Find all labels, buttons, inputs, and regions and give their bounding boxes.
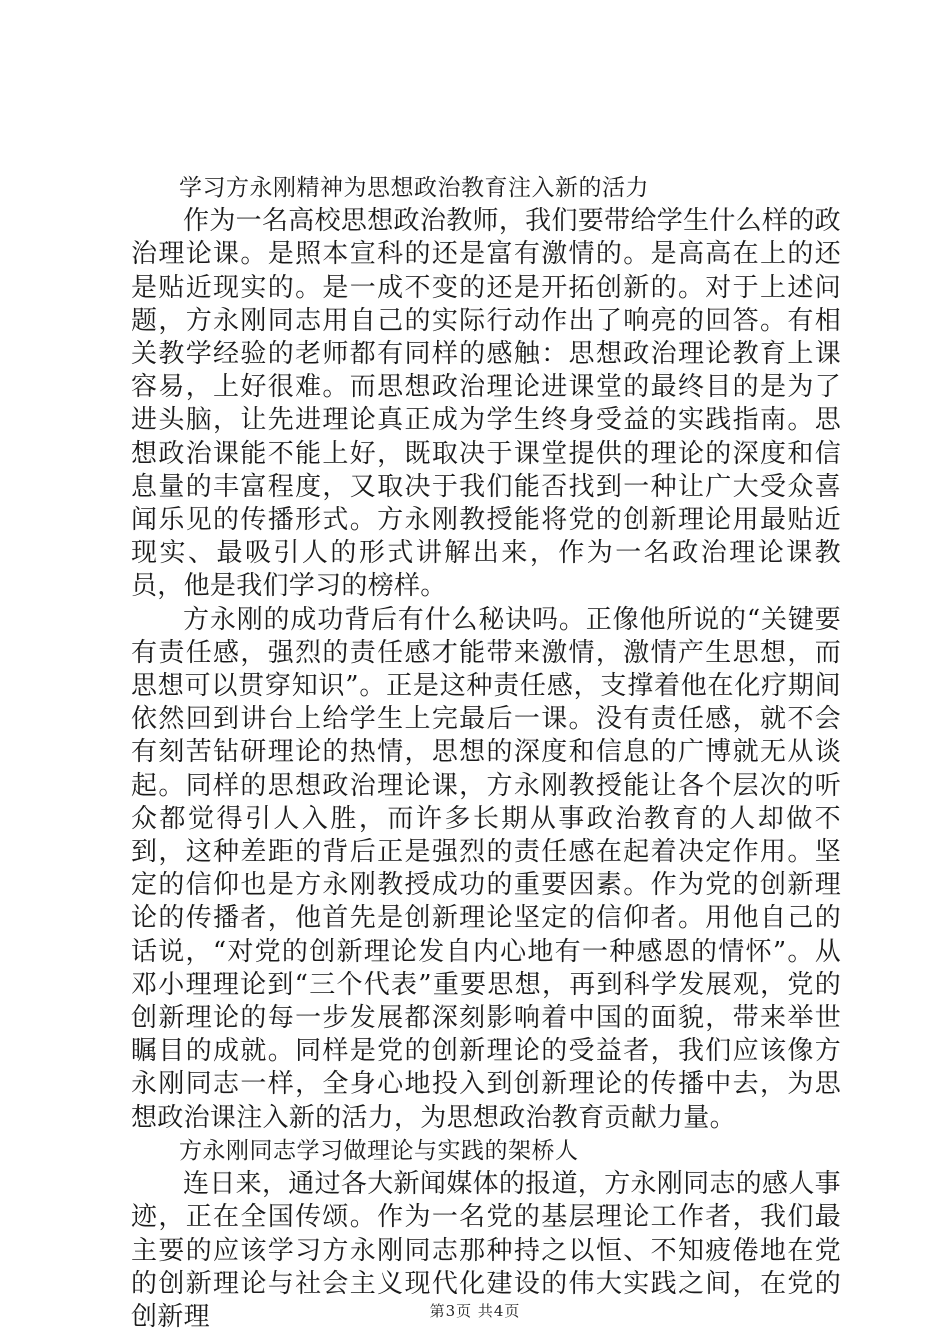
body-paragraph: 方永刚的成功背后有什么秘诀吗。正像他所说的“关键要有责任感，强烈的责任感才能带来激情，激情产生思想，而思想可以贯穿知识”。正是这种责任感，支撑着他在化疗期间依然回到讲台上给学生上完最后一课。没有责任感，就不会有刻苦钻研理论的热情，思想的深度和信息的广博就无从谈起。同样的思想政治理论课，方永刚教授能让各个层次的听众都觉得引人入胜，而许多长期从事政治教育的人却做不到，这种差距的背后正是强烈的责任感在起着决定作用。坚定的信仰也是方永刚教授成功的重要因素。作为党的创新理论的传播者，他首先是创新理论坚定的信仰者。用他自己的话说，“对党的创新理论发自内心地有一种感恩的情怀”。从邓小理理论到“三个代表”重要思想，再到科学发展观，党的创新理论的每一步发展都深刻影响着中国的面貌，带来举世瞩目的成就。同样是党的创新理论的受益者，我们应该像方永刚同志一样，全身心地投入到创新理论的传播中去，为思想政治课注入新的活力，为思想政治教育贡献力量。 [131,604,841,1133]
document-body [131,172,841,1334]
body-paragraph: 连日来，通过各大新闻媒体的报道，方永刚同志的感人事迹，正在全国传颂。作为一名党的基层理论工作者，我们最主要的应该学习方永刚同志那种持之以恒、不知疲倦地在党的创新理论与社会主义现代化建设的伟大实践之间，在党的创新理 [131,1169,841,1332]
section-title: 方永刚同志学习做理论与实践的架桥人 [179,1137,579,1164]
section-title: 学习方永刚精神为思想政治教育注入新的活力 [179,175,649,201]
body-paragraph: 作为一名高校思想政治教师，我们要带给学生什么样的政治理论课。是照本宣科的还是富有激情的。是高高在上的还是贴近现实的。是一成不变的还是开拓创新的。对于上述问题，方永刚同志用自己的实际行动作出了响亮的回答。有相关教学经验的老师都有同样的感触：思想政治理论教育上课容易，上好很难。而思想政治理论进课堂的最终目的是为了进头脑，让先进理论真正成为学生终身受益的实践指南。思想政治课能不能上好，既取决于课堂提供的理论的深度和信息量的丰富程度，又取决于我们能否找到一种让广大受众喜闻乐见的传播形式。方永刚教授能将党的创新理论用最贴近现实、最吸引人的形式讲解出来，作为一名政治理论课教员，他是我们学习的榜样。 [131,206,841,602]
page-footer: 第3页 共4页 [429,1302,521,1320]
